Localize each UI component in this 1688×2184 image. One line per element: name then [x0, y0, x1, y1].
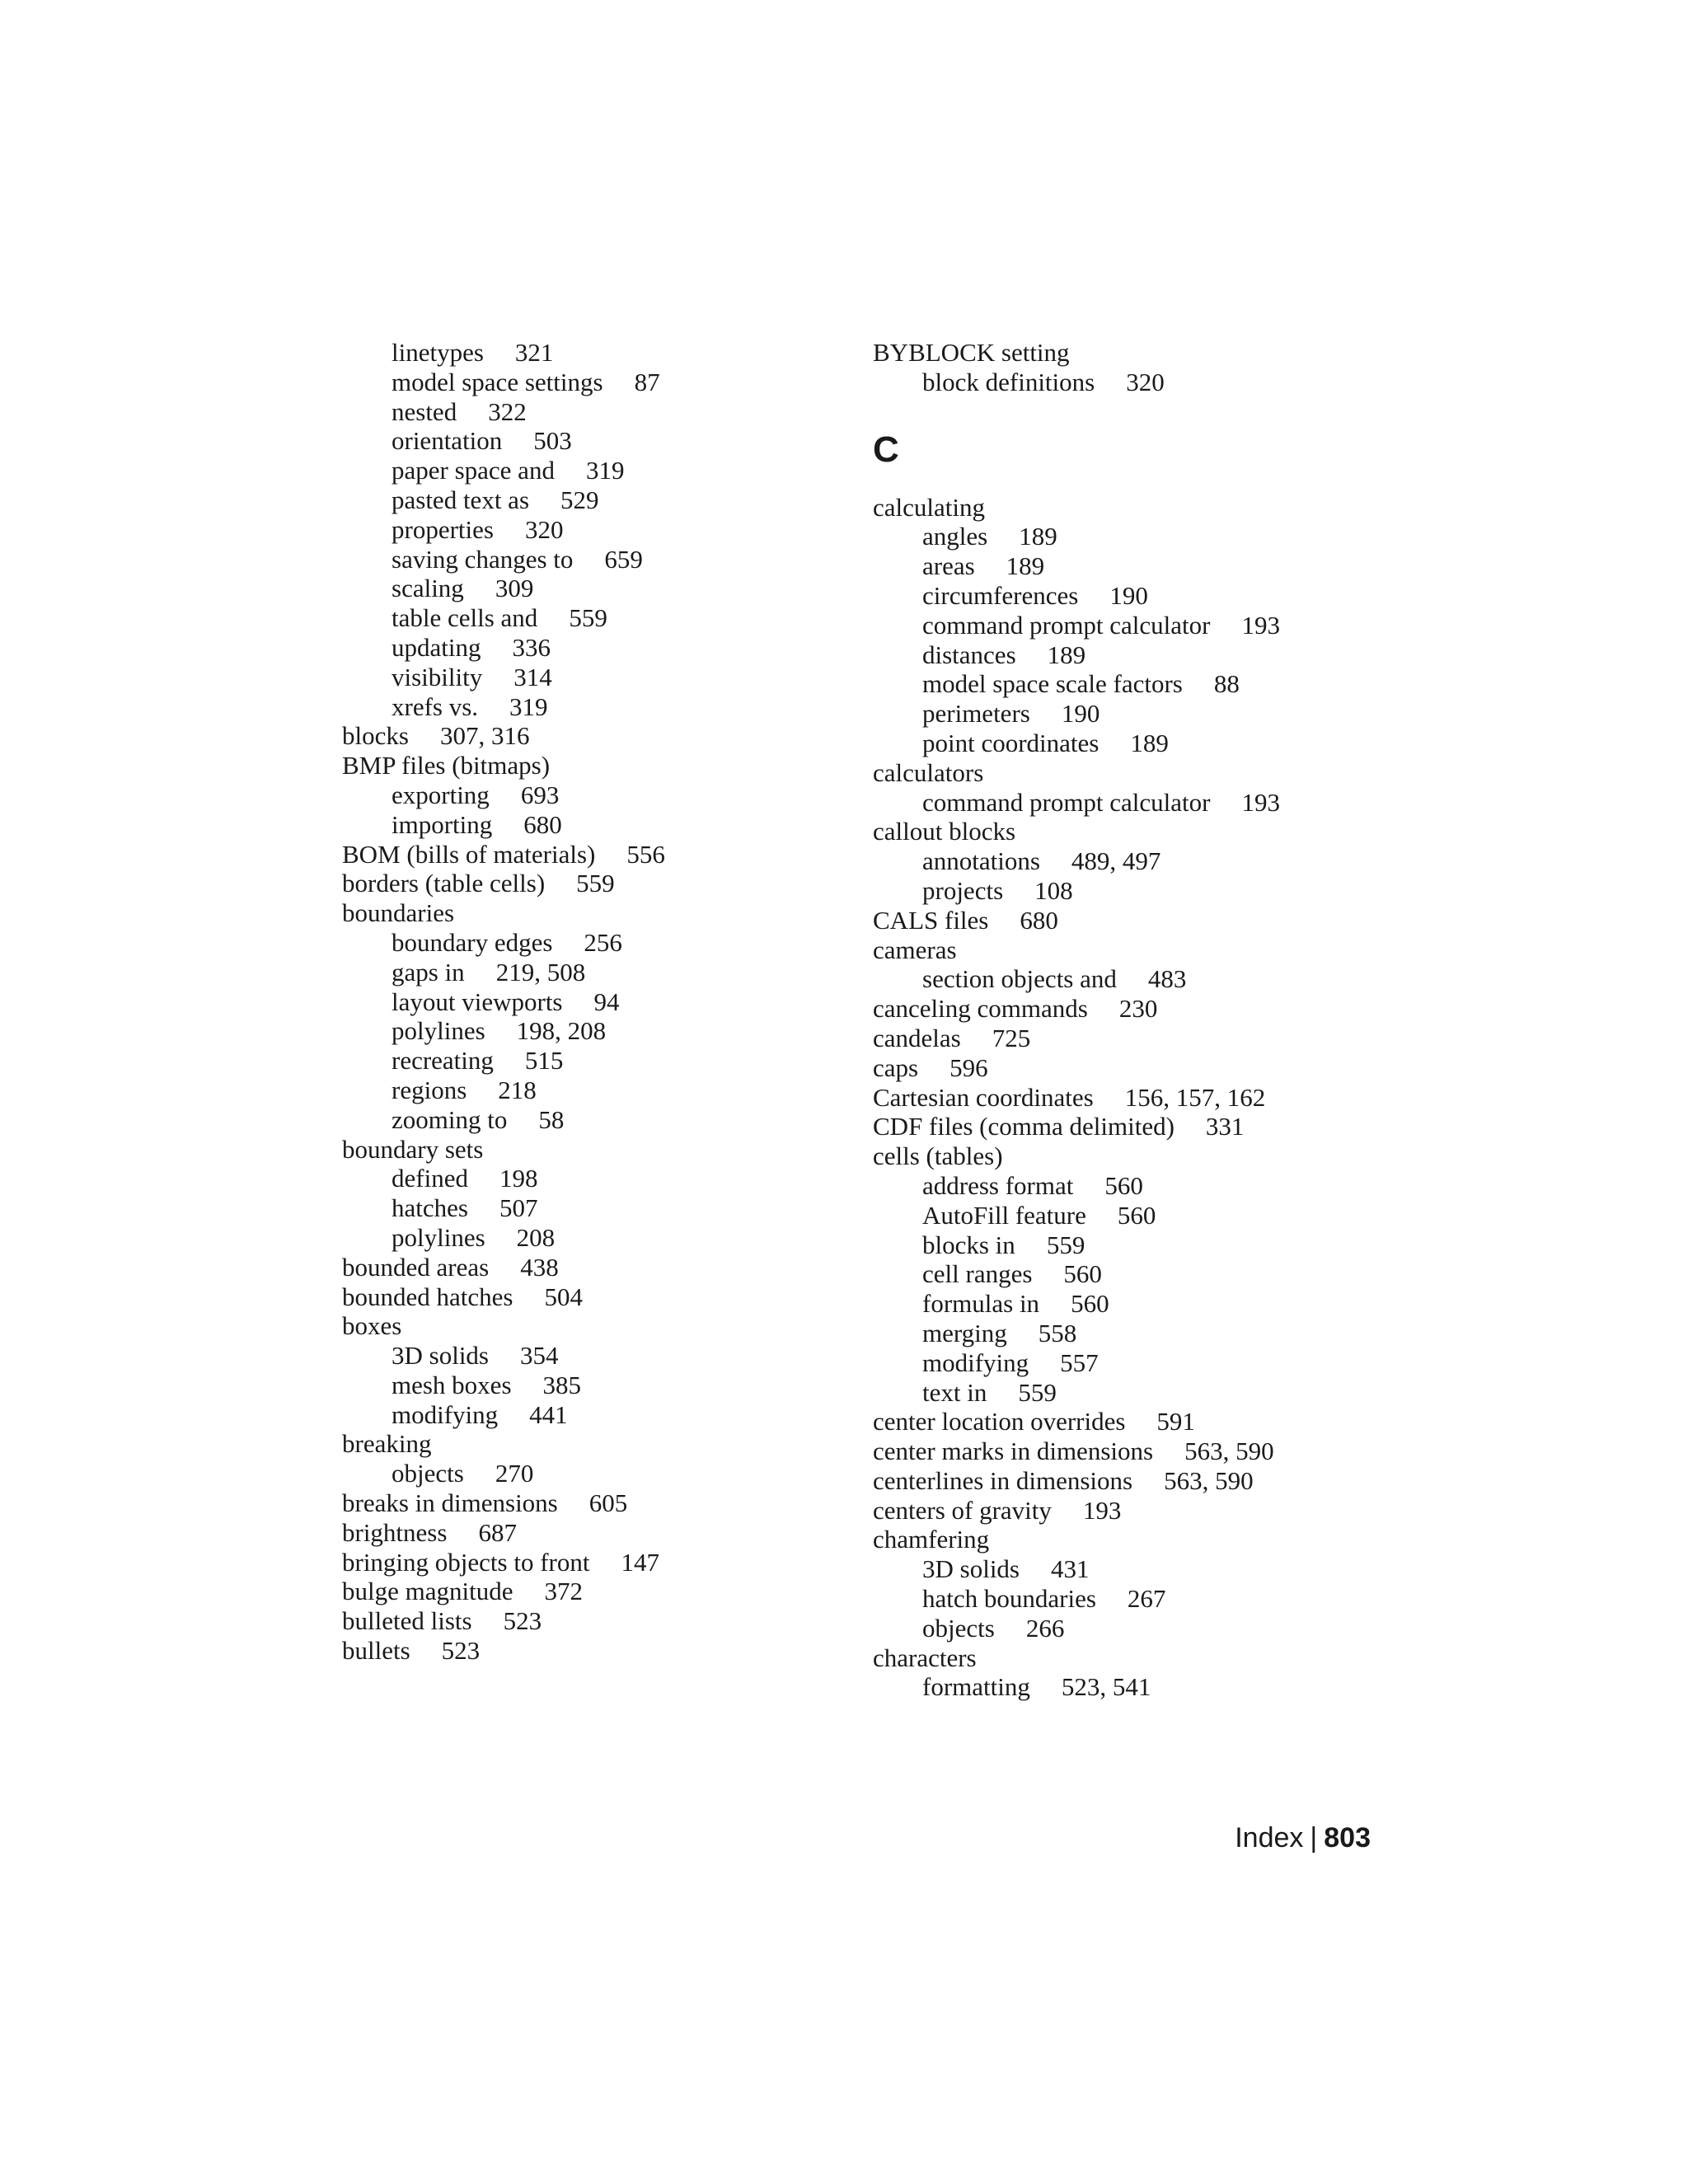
index-entry [342, 1636, 837, 1666]
index-subentry [342, 485, 837, 515]
index-term: cells (tables) [873, 1141, 1003, 1171]
index-term: distances [922, 640, 1016, 669]
index-term: BMP files (bitmaps) [342, 751, 551, 780]
index-subentry [342, 397, 837, 427]
index-page-refs: 507 [499, 1193, 538, 1223]
index-subentry [873, 1259, 1384, 1289]
index-group-c [873, 493, 1384, 1703]
index-term: candelas [873, 1023, 961, 1052]
index-term: projects [922, 875, 1004, 905]
index-page-refs: 438 [520, 1252, 559, 1282]
index-term: hatch boundaries [922, 1584, 1096, 1614]
index-term: command prompt calculator [922, 610, 1211, 640]
index-term: address format [922, 1170, 1074, 1200]
index-term: 3D solids [392, 1341, 489, 1371]
index-subentry [342, 574, 837, 603]
index-term: borders (table cells) [342, 869, 546, 898]
index-subentry [342, 958, 837, 987]
index-page-refs: 314 [513, 662, 552, 691]
index-term: visibility [392, 662, 483, 691]
index-term: recreating [392, 1046, 494, 1076]
index-term: exporting [392, 780, 490, 809]
index-subentry [873, 669, 1384, 699]
index-subentry [342, 1223, 837, 1253]
index-group-b-continued [873, 338, 1384, 397]
index-page-refs: 687 [478, 1517, 517, 1547]
index-page-refs: 693 [520, 780, 560, 809]
index-term: polylines [392, 1016, 485, 1046]
index-subentry [342, 1371, 837, 1400]
index-term: 3D solids [922, 1554, 1020, 1584]
index-term: mesh boxes [392, 1370, 512, 1399]
index-term: bounded areas [342, 1252, 490, 1282]
index-entry [873, 1643, 1384, 1673]
index-entry [342, 1488, 837, 1518]
index-term: command prompt calculator [922, 787, 1211, 817]
index-entry [342, 869, 837, 898]
index-page-refs: 489, 497 [1071, 846, 1161, 876]
index-page-refs: 190 [1109, 580, 1148, 610]
index-page-refs: 88 [1213, 669, 1240, 699]
index-term: defined [392, 1164, 468, 1193]
index-entry [342, 721, 837, 751]
index-term: cameras [873, 935, 957, 964]
index-term: model space settings [392, 367, 603, 396]
index-page-refs: 523, 541 [1061, 1672, 1151, 1702]
index-page-refs: 156, 157, 162 [1124, 1082, 1266, 1112]
index-subentry [342, 603, 837, 633]
index-term: boxes [342, 1311, 402, 1341]
index-term: Cartesian coordinates [873, 1082, 1094, 1112]
index-subentry [873, 1201, 1384, 1230]
index-term: pasted text as [392, 485, 530, 514]
index-page-refs: 504 [544, 1282, 583, 1311]
index-entry [342, 1282, 837, 1312]
index-entry [342, 898, 837, 928]
index-term: nested [392, 396, 457, 426]
index-page-refs: 680 [523, 809, 562, 839]
index-subentry [873, 1230, 1384, 1260]
index-entry [873, 1053, 1384, 1083]
index-page-refs: 591 [1156, 1407, 1195, 1436]
index-page-refs: 189 [1019, 522, 1057, 551]
index-term: updating [392, 632, 481, 662]
index-page-refs: 559 [569, 603, 607, 633]
index-page-refs: 385 [542, 1370, 582, 1399]
index-term: calculators [873, 757, 984, 787]
index-subentry [342, 663, 837, 692]
index-entry [873, 338, 1384, 368]
index-page-refs: 560 [1104, 1170, 1143, 1200]
index-page-refs: 320 [524, 514, 564, 544]
index-term: polylines [392, 1222, 485, 1252]
index-subentry [342, 1193, 837, 1223]
index-page-refs: 483 [1147, 964, 1187, 994]
index-subentry [873, 522, 1384, 551]
index-term: xrefs vs. [392, 691, 479, 721]
index-term: model space scale factors [922, 669, 1183, 699]
index-term: AutoFill feature [922, 1200, 1086, 1230]
index-page-refs: 659 [604, 544, 643, 574]
index-subentry [342, 545, 837, 574]
index-subentry [873, 640, 1384, 670]
index-page-refs: 147 [621, 1547, 659, 1577]
index-subentry [873, 699, 1384, 729]
index-page-refs: 270 [495, 1459, 534, 1488]
index-subentry [873, 1614, 1384, 1643]
index-entry [873, 1024, 1384, 1053]
index-page-refs: 198, 208 [516, 1016, 607, 1046]
index-term: center location overrides [873, 1407, 1126, 1436]
index-subentry [342, 1076, 837, 1105]
index-subentry [873, 788, 1384, 818]
index-entry [873, 817, 1384, 846]
index-page-refs: 560 [1071, 1289, 1109, 1319]
index-page-refs: 563, 590 [1164, 1465, 1254, 1495]
index-term: modifying [392, 1399, 499, 1429]
index-entry [342, 1548, 837, 1577]
index-subentry [873, 846, 1384, 876]
index-page-refs: 267 [1127, 1584, 1166, 1614]
index-term: CALS files [873, 905, 989, 935]
index-term: zooming to [392, 1104, 508, 1134]
index-subentry [342, 928, 837, 958]
index-term: layout viewports [392, 987, 563, 1016]
index-page-refs: 322 [488, 396, 527, 426]
index-entry [873, 1466, 1384, 1496]
index-term: boundaries [342, 898, 455, 928]
index-page-refs: 559 [576, 869, 615, 898]
index-term: chamfering [873, 1525, 990, 1554]
index-subentry [873, 1171, 1384, 1201]
index-subentry [342, 780, 837, 810]
index-subentry [342, 1459, 837, 1488]
index-entry [873, 994, 1384, 1024]
index-entry [873, 1083, 1384, 1113]
index-page-refs: 725 [992, 1023, 1031, 1052]
index-subentry [873, 1584, 1384, 1614]
index-page-refs: 193 [1241, 787, 1280, 817]
index-subentry [342, 1046, 837, 1076]
index-page-refs: 230 [1118, 994, 1158, 1024]
index-page-refs: 523 [503, 1606, 542, 1636]
index-page-refs: 208 [516, 1222, 556, 1252]
index-entry [342, 1577, 837, 1606]
index-subentry [342, 456, 837, 485]
index-page-refs: 319 [509, 691, 548, 721]
index-term: table cells and [392, 603, 538, 633]
index-term: hatches [392, 1193, 468, 1223]
index-page-refs: 560 [1117, 1200, 1156, 1230]
index-entry [342, 751, 837, 780]
index-term: boundary edges [392, 927, 553, 957]
index-term: CDF files (comma delimited) [873, 1112, 1175, 1141]
index-subentry [342, 426, 837, 456]
index-entry [873, 1141, 1384, 1171]
index-page-refs: 218 [498, 1075, 537, 1104]
index-subentry [342, 368, 837, 397]
index-term: properties [392, 514, 494, 544]
index-term: areas [922, 551, 975, 581]
index-subentry [342, 987, 837, 1017]
index-entry [342, 1253, 837, 1282]
index-entry [873, 758, 1384, 788]
index-page-refs: 336 [512, 632, 551, 662]
index-subentry [342, 1400, 837, 1430]
index-term: callout blocks [873, 817, 1016, 846]
index-subentry [342, 338, 837, 368]
index-term: calculating [873, 492, 985, 522]
page-footer [1235, 1821, 1371, 1854]
index-page-refs: 605 [588, 1488, 628, 1518]
index-term: brightness [342, 1517, 448, 1547]
index-page-refs: 321 [514, 338, 554, 367]
index-entry [342, 1135, 837, 1165]
index-page-refs: 523 [441, 1636, 481, 1666]
index-term: formulas in [922, 1289, 1040, 1319]
index-page-refs: 331 [1205, 1112, 1245, 1141]
index-page-refs: 559 [1018, 1377, 1057, 1407]
index-term: center marks in dimensions [873, 1436, 1154, 1466]
index-page-refs: 189 [1047, 640, 1086, 669]
index-page-refs: 266 [1025, 1613, 1065, 1643]
index-term: BOM (bills of materials) [342, 839, 596, 869]
index-subentry [873, 551, 1384, 581]
index-term: point coordinates [922, 728, 1100, 757]
index-term: BYBLOCK setting [873, 338, 1070, 367]
index-subentry [873, 876, 1384, 906]
index-subentry [342, 810, 837, 840]
index-term: bounded hatches [342, 1282, 513, 1311]
index-entry [342, 1518, 837, 1548]
index-page-refs: 94 [593, 987, 620, 1016]
page-number: 803 [1324, 1822, 1371, 1854]
index-term: section objects and [922, 964, 1117, 994]
index-term: merging [922, 1318, 1007, 1347]
index-page-refs: 190 [1061, 699, 1100, 729]
index-page-refs: 560 [1063, 1259, 1102, 1289]
footer-label: Index [1235, 1822, 1304, 1854]
index-term: modifying [922, 1347, 1029, 1377]
index-term: bulleted lists [342, 1606, 472, 1636]
index-subentry [342, 515, 837, 545]
index-page-refs: 372 [544, 1577, 583, 1606]
index-entry [873, 1112, 1384, 1141]
index-term: perimeters [922, 699, 1030, 729]
index-term: objects [392, 1459, 464, 1488]
index-term: orientation [392, 426, 503, 456]
index-term: bringing objects to front [342, 1547, 590, 1577]
index-subentry [342, 1341, 837, 1371]
index-page-refs: 354 [520, 1341, 559, 1371]
index-term: blocks in [922, 1230, 1015, 1259]
index-page-refs: 319 [585, 456, 625, 485]
index-entry [873, 1496, 1384, 1526]
index-entry [873, 935, 1384, 965]
index-term: blocks [342, 721, 409, 751]
index-term: importing [392, 809, 493, 839]
index-column-left [342, 338, 837, 1666]
index-page-refs: 309 [495, 574, 534, 603]
index-entry [873, 493, 1384, 523]
index-term: regions [392, 1075, 467, 1104]
index-term: centers of gravity [873, 1495, 1052, 1525]
index-entry [342, 1429, 837, 1459]
footer-separator: | [1310, 1822, 1318, 1854]
index-page-refs: 193 [1241, 610, 1280, 640]
index-subentry [342, 633, 837, 663]
index-page-refs: 256 [584, 927, 622, 957]
index-subentry [873, 1378, 1384, 1408]
index-entry [873, 906, 1384, 935]
index-term: saving changes to [392, 544, 574, 574]
index-page-refs: 219, 508 [495, 957, 586, 987]
index-term: breaking [342, 1429, 432, 1459]
index-term: bulge magnitude [342, 1577, 513, 1606]
index-subentry [873, 1348, 1384, 1378]
index-term: text in [922, 1377, 987, 1407]
index-subentry [873, 1289, 1384, 1319]
index-term: angles [922, 522, 988, 551]
index-column-right [873, 338, 1384, 1702]
index-term: centerlines in dimensions [873, 1465, 1133, 1495]
index-page-refs: 559 [1046, 1230, 1085, 1259]
index-page-refs: 558 [1038, 1318, 1077, 1347]
index-subentry [873, 1319, 1384, 1348]
index-term: cell ranges [922, 1259, 1033, 1289]
index-term: breaks in dimensions [342, 1488, 558, 1518]
index-page-refs: 108 [1034, 875, 1073, 905]
index-entry [873, 1525, 1384, 1554]
index-page-refs: 58 [538, 1104, 565, 1134]
index-subentry [873, 1554, 1384, 1584]
index-entry [342, 1311, 837, 1341]
index-page-refs: 189 [1130, 728, 1169, 757]
index-term: canceling commands [873, 994, 1088, 1024]
index-term: circumferences [922, 580, 1079, 610]
index-subentry [873, 729, 1384, 758]
index-term: boundary sets [342, 1134, 484, 1164]
index-subentry [342, 1164, 837, 1193]
index-term: bullets [342, 1636, 410, 1666]
index-page-refs: 680 [1020, 905, 1058, 935]
index-subentry [873, 368, 1384, 397]
index-page-refs: 596 [950, 1052, 988, 1082]
index-entry [873, 1407, 1384, 1436]
index-term: gaps in [392, 957, 465, 987]
index-subentry [342, 1105, 837, 1135]
index-page-refs: 320 [1126, 367, 1165, 396]
index-entry [873, 1436, 1384, 1466]
index-page-refs: 198 [499, 1164, 538, 1193]
index-term: block definitions [922, 367, 1095, 396]
index-term: formatting [922, 1672, 1030, 1702]
index-term: paper space and [392, 456, 555, 485]
index-page-refs: 556 [626, 839, 665, 869]
index-term: caps [873, 1052, 919, 1082]
index-page-refs: 87 [634, 367, 660, 396]
index-page-refs: 431 [1051, 1554, 1090, 1584]
index-term: linetypes [392, 338, 484, 367]
index-page-refs: 529 [560, 485, 599, 514]
index-term: scaling [392, 574, 464, 603]
index-page-refs: 441 [529, 1399, 568, 1429]
index-page-refs: 515 [524, 1046, 564, 1076]
index-subentry [873, 611, 1384, 640]
index-subentry [342, 1016, 837, 1046]
index-term: characters [873, 1643, 977, 1672]
index-page-refs: 503 [533, 426, 572, 456]
index-page-refs: 557 [1060, 1347, 1099, 1377]
index-entry [342, 1606, 837, 1636]
index-page-refs: 563, 590 [1184, 1436, 1274, 1466]
index-page-refs: 307, 316 [439, 721, 530, 751]
index-subentry [873, 1672, 1384, 1702]
section-letter-heading: C [873, 429, 899, 470]
index-subentry [873, 964, 1384, 994]
index-page-refs: 189 [1006, 551, 1045, 581]
index-subentry [873, 581, 1384, 611]
index-entry [342, 840, 837, 869]
index-page-refs: 193 [1082, 1495, 1122, 1525]
index-term: annotations [922, 846, 1040, 876]
index-subentry [342, 692, 837, 722]
index-term: objects [922, 1613, 995, 1643]
